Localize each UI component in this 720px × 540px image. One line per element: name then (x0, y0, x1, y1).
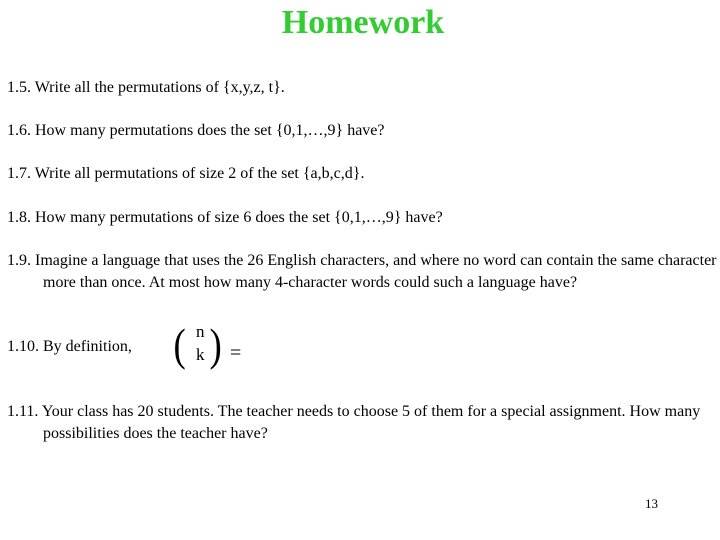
problem-1-6: 1.6. How many permutations does the set {0,1,…,9} have? (7, 122, 385, 139)
problem-1-8: 1.8. How many permutations of size 6 does the set {0,1,…,9} have? (7, 209, 443, 226)
equals-sign: = (230, 342, 242, 364)
problem-1-7: 1.7. Write all permutations of size 2 of the set {a,b,c,d}. (7, 165, 365, 182)
problem-1-10: 1.10. By definition, (7, 338, 132, 355)
problem-1-5: 1.5. Write all the permutations of {x,y,z, t}. (7, 79, 285, 96)
binomial-open-paren: ( (173, 319, 186, 370)
binomial-top: n (196, 322, 205, 341)
binomial-bottom: k (196, 345, 205, 364)
page-number: 13 (645, 496, 658, 511)
problem-1-9: 1.9. Imagine a language that uses the 26 English characters, and where no word can contain the same character more than once. At most how many 4-character words could such a language have? (7, 252, 717, 291)
problem-1-11: 1.11. Your class has 20 students. The teacher needs to choose 5 of them for a special assignment. How many possibilities does the teacher have? (7, 403, 701, 442)
binomial-close-paren: ) (209, 319, 222, 370)
slide-title: Homework (281, 4, 445, 41)
